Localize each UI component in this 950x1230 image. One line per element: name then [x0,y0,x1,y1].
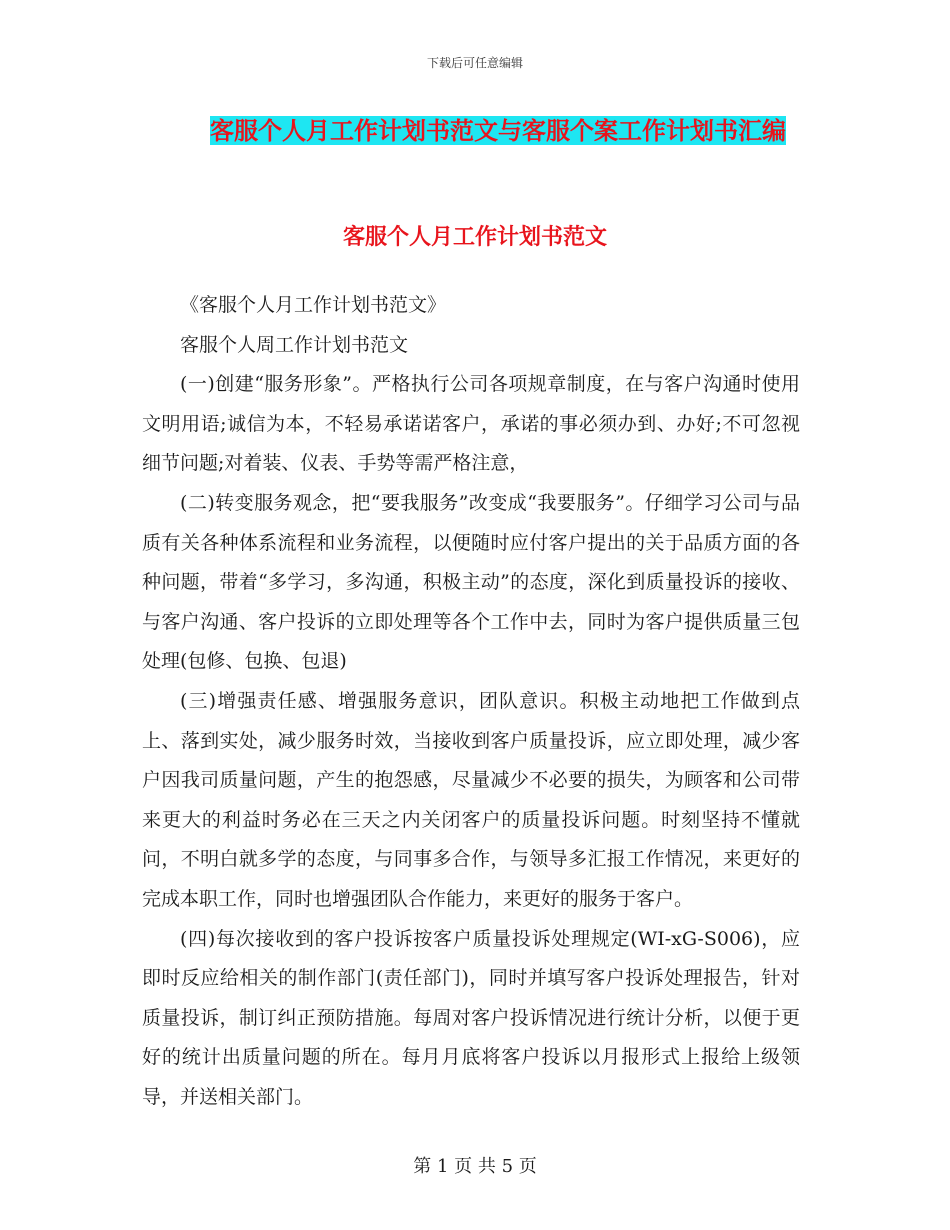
paragraph: (四)每次接收到的客户投诉按客户质量投诉处理规定(WI-xG-S006)，应即时反应给相关的制作部门(责任部门)，同时并填写客户投诉处理报告，针对质量投诉，制订纠正预防措施。每周对客户投诉情况进行统计分析，以便于更好的统计出质量问题的所在。每月月底将客户投诉以月报形式上报给上级领导，并送相关部门。 [142,927,800,1108]
paragraph: (一)创建“服务形象”。严格执行公司各项规章制度，在与客户沟通时使用文明用语;诚信为本，不轻易承诺诺客户，承诺的事必须办到、办好;不可忽视细节问题;对着装、仪表、手势等需严格注意， [142,373,800,475]
paragraph: 客服个人周工作计划书范文 [180,333,409,356]
section-title: 客服个人月工作计划书范文 [342,224,607,250]
document-body [142,286,800,1117]
page-number-footer: 第 1 页 共 5 页 [413,1156,537,1177]
paragraph: 《客服个人月工作计划书范文》 [180,294,447,316]
paragraph: (三)增强责任感、增强服务意识，团队意识。积极主动地把工作做到点上、落到实处，减少服务时效，当接收到客户质量投诉，应立即处理，减少客户因我司质量问题，产生的抱怨感，尽量减少不必要的损失，为顾客和公司带来更大的利益时务必在三天之内关闭客户的质量投诉问题。时刻坚持不懂就问，不明白就多学的态度，与同事多合作，与领导多汇报工作情况，来更好的完成本职工作，同时也增强团队合作能力，来更好的服务于客户。 [142,689,800,910]
paragraph: (二)转变服务观念，把“要我服务”改变成“我要服务”。仔细学习公司与品质有关各种体系流程和业务流程，以便随时应付客户提出的关于品质方面的各种问题，带着“多学习，多沟通，积极主动”的态度，深化到质量投诉的接收、与客户沟通、客户投诉的立即处理等各个工作中去，同时为客户提供质量三包处理(包修、包换、包退) [142,491,800,673]
document-title [188,108,808,154]
header-note: 下载后可任意编辑 [426,56,523,70]
document-title-text: 客服个人月工作计划书范文与客服个案工作计划书汇编 [210,116,786,145]
